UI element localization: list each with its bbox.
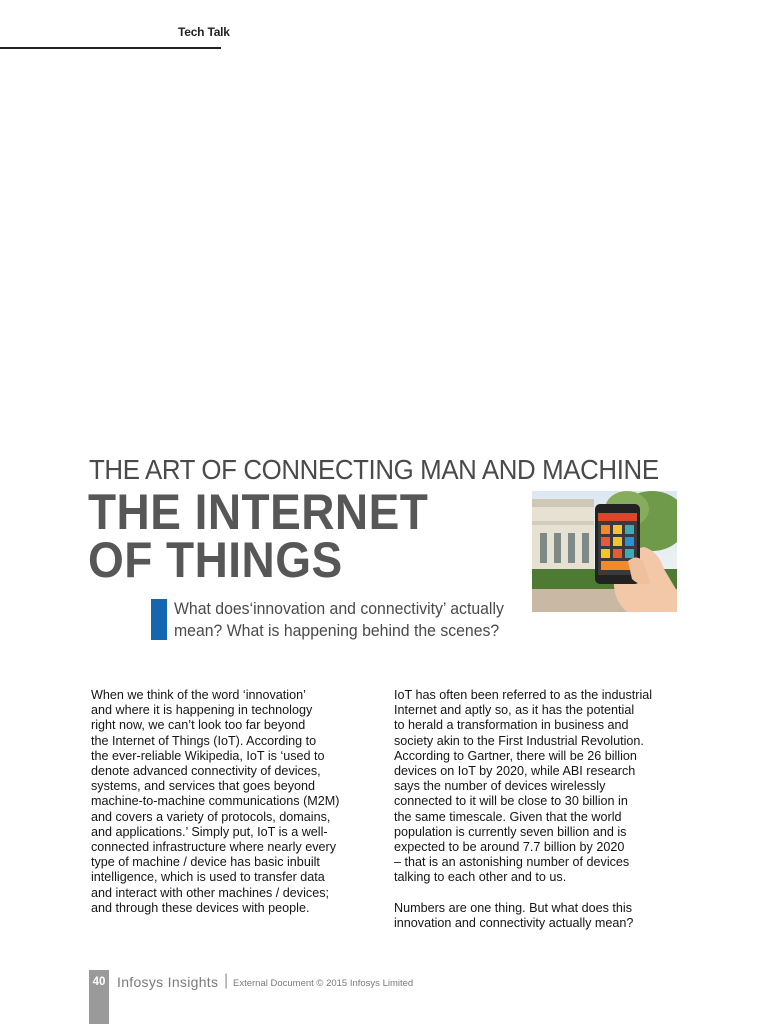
article-title xyxy=(88,484,429,588)
body-line: population is currently seven billion and is xyxy=(394,824,627,839)
deck-line: What does‘innovation and connectivity’ actually xyxy=(174,599,504,618)
body-line: devices on IoT by 2020, while ABI research xyxy=(394,764,636,779)
deck-line: mean? What is happening behind the scenes? xyxy=(174,621,500,640)
body-line: When we think of the word ‘innovation’ xyxy=(91,688,306,702)
paragraph-gap xyxy=(394,886,694,901)
footer-legal-text: External Document © 2015 Infosys Limited xyxy=(233,978,414,989)
page-number: 40 xyxy=(92,976,106,988)
publication-brand: Infosys Insights xyxy=(117,974,219,990)
body-line: the Internet of Things (IoT). According to xyxy=(91,733,317,748)
section-label: Tech Talk xyxy=(178,25,230,39)
body-line: connected to it will be close to 30 billion in xyxy=(394,794,628,809)
body-line: says the number of devices wirelessly xyxy=(394,779,606,794)
body-line: intelligence, which is used to transfer data xyxy=(91,870,325,885)
body-line: the ever-reliable Wikipedia, IoT is ‘used to xyxy=(91,748,325,763)
body-line: machine-to-machine communications (M2M) xyxy=(91,794,340,809)
body-line: systems, and services that goes beyond xyxy=(91,779,316,794)
body-line: innovation and connectivity actually mean? xyxy=(394,916,634,931)
body-line: and where it is happening in technology xyxy=(91,703,313,718)
body-line: expected to be around 7.7 billion by 2020 xyxy=(394,840,625,855)
article-body-right-column xyxy=(394,688,694,931)
body-line: type of machine / device has basic inbuilt xyxy=(91,855,320,870)
body-line: and through these devices with people. xyxy=(91,900,310,915)
body-line: to herald a transformation in business and xyxy=(394,718,629,733)
body-line: talking to each other and to us. xyxy=(394,870,567,885)
body-line: society akin to the First Industrial Revolution. xyxy=(394,733,644,748)
body-line: and covers a variety of protocols, domains, xyxy=(91,809,331,824)
article-deck xyxy=(174,598,509,642)
article-kicker: THE ART OF CONNECTING MAN AND MACHINE xyxy=(89,454,659,485)
article-body-left-column xyxy=(91,688,391,916)
body-line: Numbers are one thing. But what does this xyxy=(394,900,633,915)
title-line: OF THINGS xyxy=(88,532,343,588)
body-line: denote advanced connectivity of devices, xyxy=(91,764,321,779)
body-line: and applications.’ Simply put, IoT is a well- xyxy=(91,824,328,839)
title-line: THE INTERNET xyxy=(88,484,429,540)
body-line: IoT has often been referred to as the industrial xyxy=(394,688,653,702)
body-line: – that is an astonishing number of devices xyxy=(394,855,630,870)
body-line: the same timescale. Given that the world xyxy=(394,809,622,824)
footer-separator: | xyxy=(224,972,229,989)
header-rule xyxy=(0,47,221,49)
deck-accent-bar xyxy=(151,599,167,640)
body-line: connected infrastructure where nearly every xyxy=(91,840,337,855)
body-line: and interact with other machines / devices; xyxy=(91,885,330,900)
hand-holding-smartphone-image xyxy=(532,491,677,612)
body-line: Internet and aptly so, as it has the potential xyxy=(394,703,635,718)
body-line: According to Gartner, there will be 26 billion xyxy=(394,748,637,763)
body-line: right now, we can’t look too far beyond xyxy=(91,718,306,733)
